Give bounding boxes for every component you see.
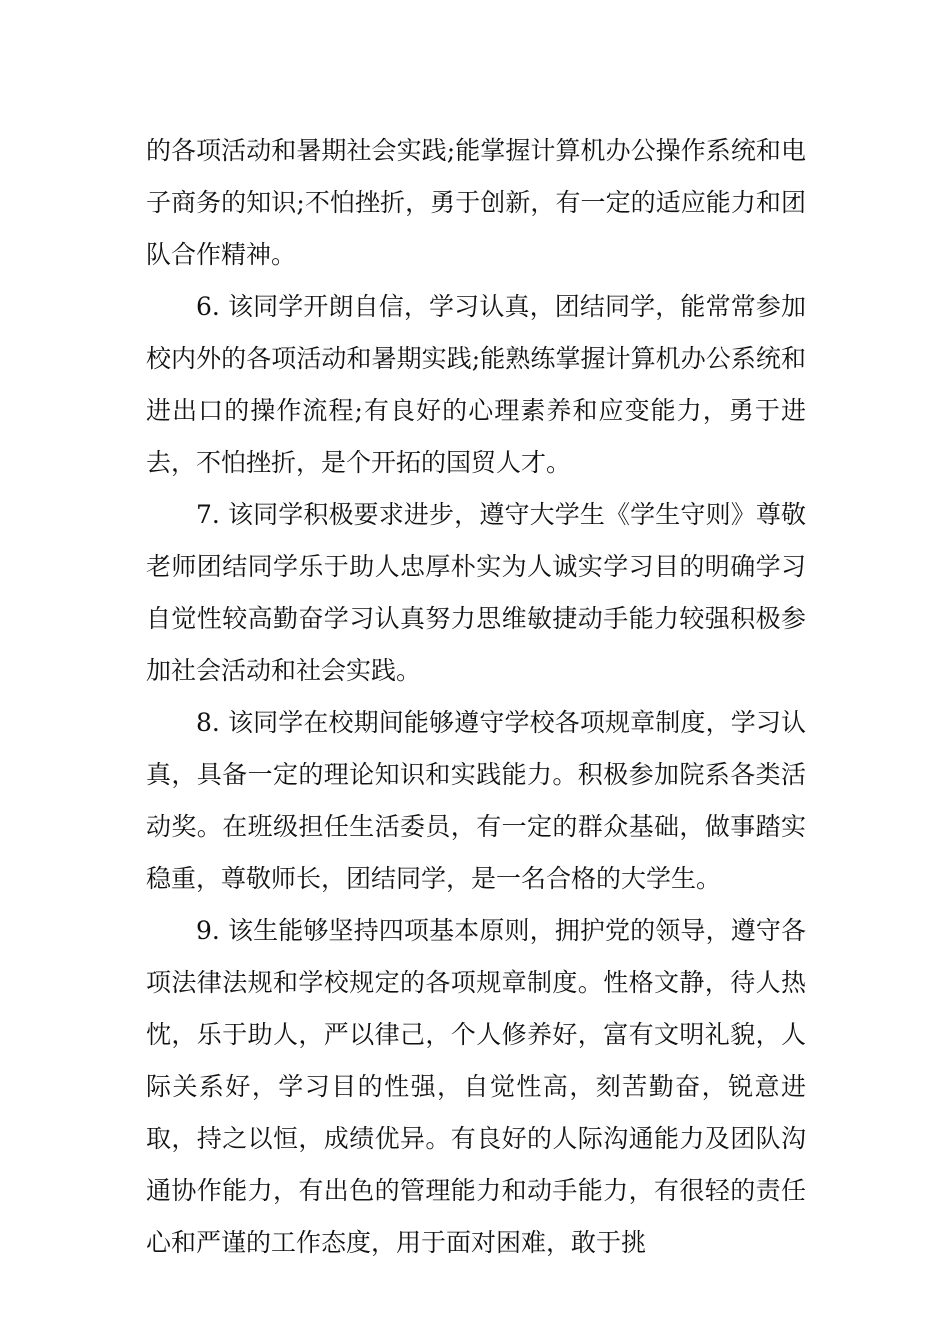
paragraph-6: 6. 该同学开朗自信，学习认真，团结同学，能常常参加校内外的各项活动和暑期实践;能熟练掌握计算机办公系统和进出口的操作流程;有良好的心理素养和应变能力，勇于进去，不怕挫折，是个开拓的国贸人才。 (146, 292, 806, 477)
paragraph-continuation: 的各项活动和暑期社会实践;能掌握计算机办公操作系统和电子商务的知识;不怕挫折，勇于创新，有一定的适应能力和团队合作精神。 (146, 136, 806, 269)
document-body (146, 125, 806, 1269)
paragraph-9: 9. 该生能够坚持四项基本原则，拥护党的领导，遵守各项法律法规和学校规定的各项规章制度。性格文静，待人热忱，乐于助人，严以律己，个人修养好，富有文明礼貌，人际关系好，学习目的性强，自觉性高，刻苦勤奋，锐意进取，持之以恒，成绩优异。有良好的人际沟通能力及团队沟通协作能力，有出色的管理能力和动手能力，有很轻的责任心和严谨的工作态度，用于面对困难，敢于挑 (146, 916, 806, 1257)
paragraph-8: 8. 该同学在校期间能够遵守学校各项规章制度，学习认真，具备一定的理论知识和实践能力。积极参加院系各类活动奖。在班级担任生活委员，有一定的群众基础，做事踏实稳重，尊敬师长，团结同学，是一名合格的大学生。 (146, 708, 806, 893)
paragraph-7: 7. 该同学积极要求进步，遵守大学生《学生守则》尊敬老师团结同学乐于助人忠厚朴实为人诚实学习目的明确学习自觉性较高勤奋学习认真努力思维敏捷动手能力较强积极参加社会活动和社会实践。 (146, 500, 806, 685)
